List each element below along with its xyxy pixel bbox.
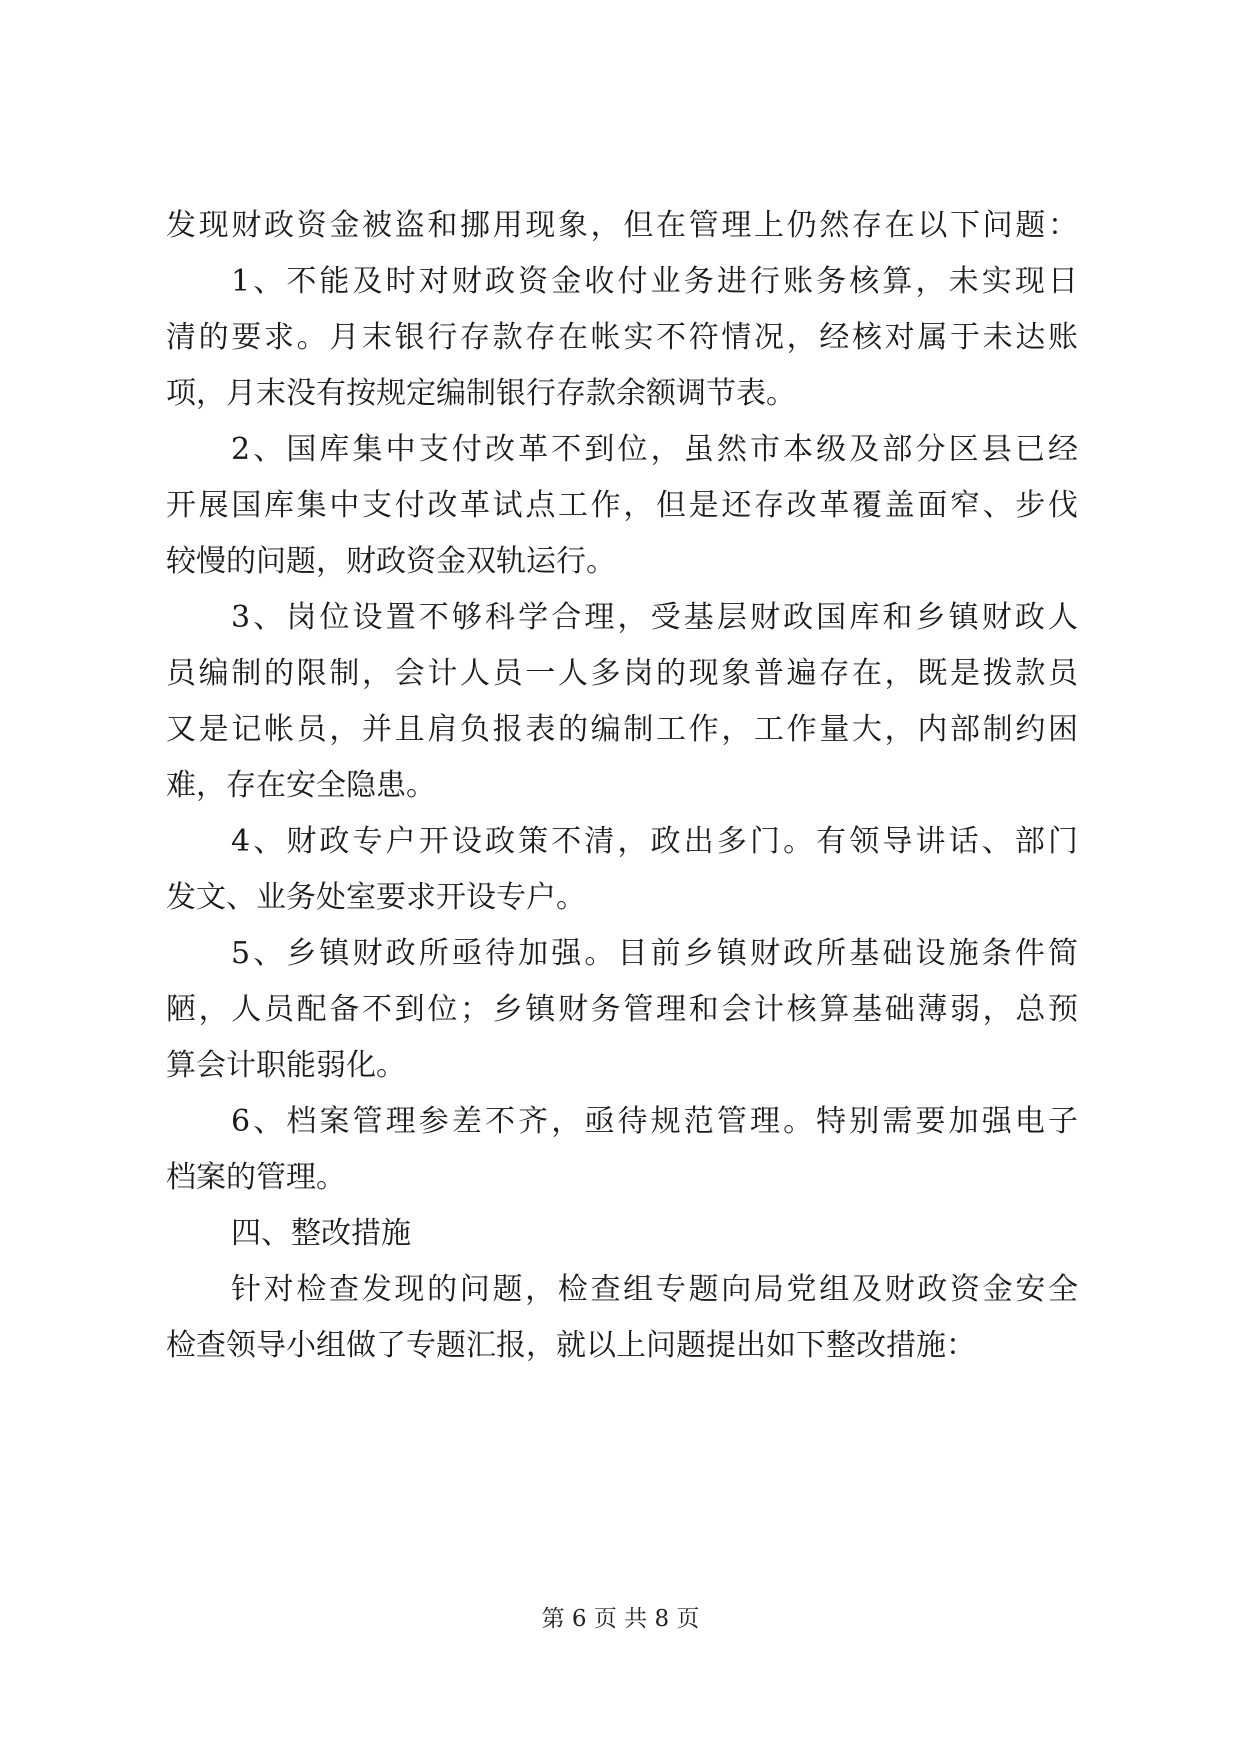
text-line: 3、岗位设置不够科学合理，受基层财政国库和乡镇财政人 xyxy=(231,600,1078,635)
text-line: 员编制的限制，会计人员一人多岗的现象普遍存在，既是拨款员 xyxy=(166,656,1078,691)
text-line: 发现财政资金被盗和挪用现象，但在管理上仍然存在以下问题： xyxy=(166,208,1078,243)
text-line: 5、乡镇财政所亟待加强。目前乡镇财政所基础设施条件简 xyxy=(231,936,1078,971)
text-line: 算会计职能弱化。 xyxy=(166,1048,406,1083)
text-line: 检查领导小组做了专题汇报，就以上问题提出如下整改措施： xyxy=(166,1328,976,1363)
page-footer: 第 6 页 共 8 页 xyxy=(541,1606,700,1632)
text-line: 清的要求。月末银行存款存在帐实不符情况，经核对属于未达账 xyxy=(166,320,1078,355)
body-text xyxy=(166,198,1078,1374)
text-line: 1、不能及时对财政资金收付业务进行账务核算，未实现日 xyxy=(231,264,1078,299)
text-line: 档案的管理。 xyxy=(166,1160,346,1195)
text-line: 2、国库集中支付改革不到位，虽然市本级及部分区县已经 xyxy=(231,432,1078,467)
text-line: 针对检查发现的问题，检查组专题向局党组及财政资金安全 xyxy=(231,1272,1078,1307)
text-line: 4、财政专户开设政策不清，政出多门。有领导讲话、部门 xyxy=(231,824,1078,859)
text-line: 四、整改措施 xyxy=(231,1216,411,1251)
text-line: 开展国库集中支付改革试点工作，但是还存改革覆盖面窄、步伐 xyxy=(166,488,1078,523)
text-line: 发文、业务处室要求开设专户。 xyxy=(166,880,586,915)
text-line: 又是记帐员，并且肩负报表的编制工作，工作量大，内部制约困 xyxy=(166,712,1078,747)
text-line: 难，存在安全隐患。 xyxy=(166,768,436,803)
text-line: 6、档案管理参差不齐，亟待规范管理。特别需要加强电子 xyxy=(231,1104,1078,1139)
text-line: 陋，人员配备不到位；乡镇财务管理和会计核算基础薄弱，总预 xyxy=(166,992,1078,1027)
text-line: 较慢的问题，财政资金双轨运行。 xyxy=(166,544,616,579)
text-line: 项，月末没有按规定编制银行存款余额调节表。 xyxy=(166,376,796,411)
